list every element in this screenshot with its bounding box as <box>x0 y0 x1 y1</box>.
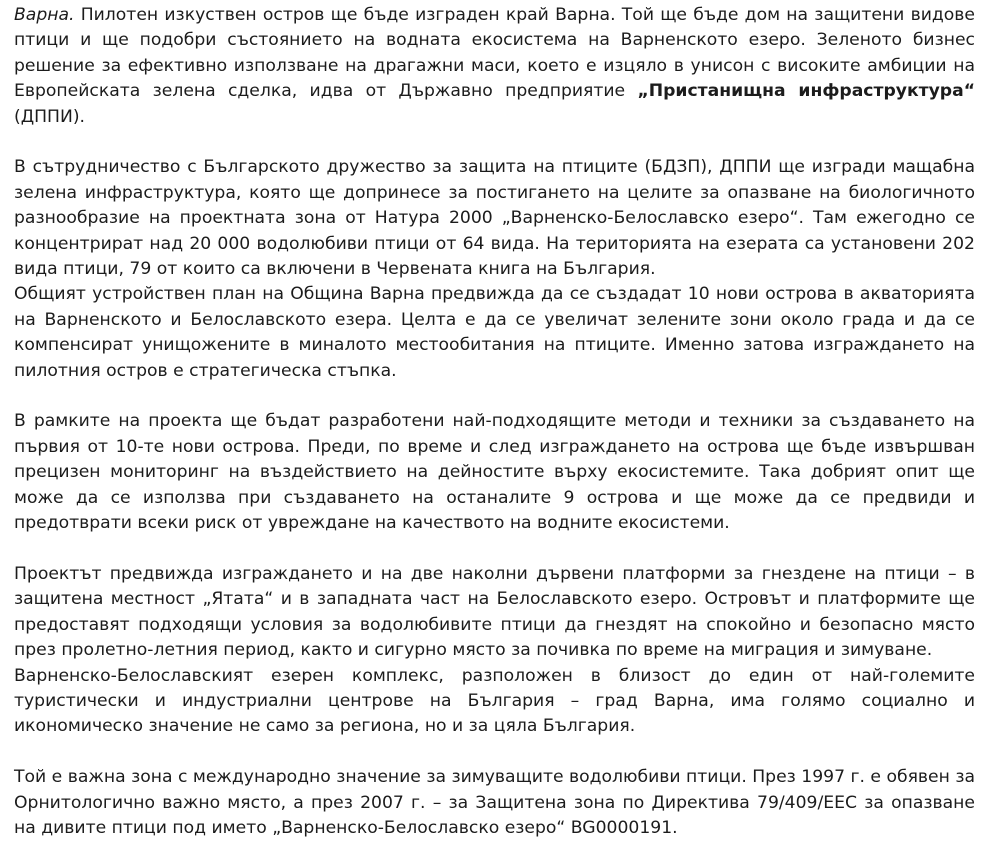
article-paragraph: В рамките на проекта ще бъдат разработени най-подходящите методи и техники за създаването на първия от 10-те нови острова. Преди, по време и след изграждането на острова ще бъде извършван прецизен мониторинг на въздействието на дейностите върху екосистемите. Така добрият опит ще може да се използва при създаването на останалите 9 острова и ще може да се предвиди и предотврати всеки риск от увреждане на качеството на водните екосистеми. <box>14 411 975 534</box>
paragraph-text: (ДППИ). <box>14 106 86 127</box>
article-paragraph: В сътрудничество с Българското дружество за защита на птиците (БДЗП), ДППИ ще изгради мащабна зелена инфраструктура, която ще допринесе за постигането на целите за опазване на биологичното разнообразие на проектната зона от Натура 2000 „Варненско-Белославско езеро“. Там ежегодно се концентрират над 20 000 водолюбиви птици от 64 вида. На територията на езерата са установени 202 вида птици, 79 от които са включени в Червената книга на България. <box>14 157 975 280</box>
article-body <box>14 3 975 841</box>
article-paragraph-intro <box>14 3 975 130</box>
article-paragraph: Общият устройствен план на Община Варна предвижда да се създадат 10 нови острова в акваторията на Варненското и Белославското езера. Целта е да се увеличат зелените зони около града и да се компенсират унищожените в миналото местообитания на птиците. Именно затова изграждането на пилотния остров е стратегическа стъпка. <box>14 284 975 381</box>
article-paragraph: Той е важна зона с международно значение за зимуващите водолюбиви птици. През 1997 г. е обявен за Орнитологично важно място, а през 2007 г. – за Защитена зона по Директива 79/409/ЕЕС за опазване на дивите птици под името „Варненско-Белославско езеро“ BG0000191. <box>14 767 975 838</box>
dateline: Варна. <box>14 5 75 25</box>
organization-name: „Пристанищна инфраструктура“ <box>637 81 975 102</box>
paragraph-text: Пилотен изкуствен остров ще бъде изграден край Варна. Той ще бъде дом на защитени видове птици и ще подобри състоянието на водната екосистема на Варненското езеро. Зеленото бизнес решение за ефективно използване на драгажни маси, което е изцяло в унисон с високите амбиции на Европейската зелена сделка, идва от Държавно предприятие <box>14 5 975 102</box>
article-paragraph: Проектът предвижда изграждането и на две наколни дървени платформи за гнездене на птици – в защитена местност „Ятата“ и в западната част на Белославското езеро. Островът и платформите ще предоставят подходящи условия за водолюбивите птици да гнездят на спокойно и безопасно място през пролетно-летния период, както и сигурно място за почивка по време на миграция и зимуване. <box>14 563 975 661</box>
article-paragraph: Варненско-Белославският езерен комплекс, разположен в близост до един от най-големите туристически и индустриални центрове на България – град Варна, има голямо социално и икономическо значение не само за региона, но и за цяла България. <box>14 665 975 737</box>
